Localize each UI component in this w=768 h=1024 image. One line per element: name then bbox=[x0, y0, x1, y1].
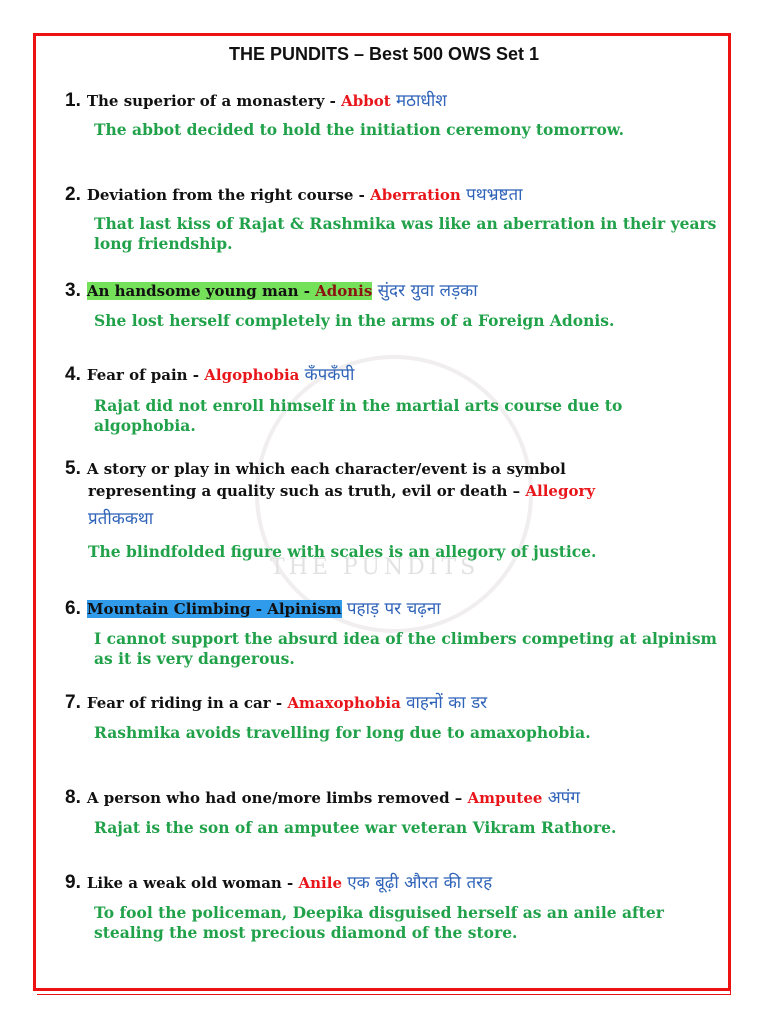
item-hindi: वाहनों का डर bbox=[406, 693, 488, 713]
item-hindi: प्रतीककथा bbox=[88, 509, 154, 529]
item-definition: A story or play in which each character/event is a symbol bbox=[86, 460, 566, 478]
item-6-example: I cannot support the absurd idea of the climbers competing at alpinism as it is very dangerous. bbox=[94, 629, 717, 668]
item-definition: The superior of a monastery - bbox=[86, 92, 342, 110]
item-number: 1. bbox=[65, 90, 81, 111]
item-definition: A person who had one/more limbs removed – bbox=[86, 789, 468, 807]
item-word: Anile bbox=[298, 874, 342, 892]
item-3 bbox=[65, 278, 478, 302]
item-3-example: She lost herself completely in the arms of a Foreign Adonis. bbox=[94, 311, 615, 330]
item-hindi: एक बूढ़ी औरत की तरह bbox=[347, 873, 493, 893]
item-number: 8. bbox=[65, 787, 81, 808]
item-number: 6. bbox=[65, 598, 81, 619]
item-5-line2 bbox=[88, 482, 595, 500]
item-definition: Deviation from the right course - bbox=[86, 186, 371, 204]
item-word: Aberration bbox=[370, 186, 461, 204]
item-definition: An handsome young man - bbox=[86, 282, 316, 300]
item-hindi: कँपकँपी bbox=[304, 365, 355, 385]
item-4 bbox=[65, 362, 354, 386]
item-9-example: To fool the policeman, Deepika disguised herself as an anile after stealing the most precious diamond of the store. bbox=[94, 903, 664, 942]
item-word: Amputee bbox=[467, 789, 543, 807]
item-number: 7. bbox=[65, 692, 81, 713]
item-9 bbox=[65, 870, 492, 894]
item-definition: Like a weak old woman - bbox=[86, 874, 299, 892]
item-5-line3 bbox=[88, 506, 153, 529]
item-number: 3. bbox=[65, 280, 81, 301]
item-number: 9. bbox=[65, 872, 81, 893]
watermark-text: THE PUNDITS bbox=[270, 555, 480, 580]
item-4-example: Rajat did not enroll himself in the martial arts course due to algophobia. bbox=[94, 396, 623, 435]
item-word: Algophobia bbox=[204, 366, 300, 384]
item-hindi: पथभ्रष्टता bbox=[466, 185, 523, 205]
item-7 bbox=[65, 690, 487, 714]
item-number: 2. bbox=[65, 184, 81, 205]
item-word: Allegory bbox=[525, 482, 596, 500]
item-8 bbox=[65, 785, 580, 809]
item-word: Abbot bbox=[341, 92, 391, 110]
item-word: Amaxophobia bbox=[287, 694, 401, 712]
item-2 bbox=[65, 182, 523, 206]
item-5-example: The blindfolded figure with scales is an allegory of justice. bbox=[88, 542, 597, 561]
item-hindi: अपंग bbox=[547, 788, 580, 808]
item-6 bbox=[65, 596, 441, 620]
item-hindi: पहाड़ पर चढ़ना bbox=[346, 599, 441, 619]
item-word: Adonis bbox=[315, 282, 373, 300]
item-number: 5. bbox=[65, 458, 81, 479]
item-hindi: सुंदर युवा लड़का bbox=[377, 281, 478, 301]
item-number: 4. bbox=[65, 364, 81, 385]
item-definition: Fear of riding in a car - bbox=[86, 694, 288, 712]
item-5 bbox=[65, 458, 566, 480]
page-title: THE PUNDITS – Best 500 OWS Set 1 bbox=[228, 44, 540, 64]
item-1 bbox=[65, 88, 447, 112]
item-2-example: That last kiss of Rajat & Rashmika was like an aberration in their years long friendship. bbox=[94, 214, 717, 253]
item-8-example: Rajat is the son of an amputee war veteran Vikram Rathore. bbox=[94, 818, 617, 837]
item-1-example: The abbot decided to hold the initiation ceremony tomorrow. bbox=[94, 120, 624, 139]
item-definition: Fear of pain - bbox=[86, 366, 205, 384]
item-hindi: मठाधीश bbox=[395, 91, 447, 111]
item-definition: Mountain Climbing - Alpinism bbox=[86, 600, 342, 618]
item-definition-continued: representing a quality such as truth, evil or death – bbox=[88, 482, 526, 500]
item-7-example: Rashmika avoids travelling for long due to amaxophobia. bbox=[94, 723, 591, 742]
